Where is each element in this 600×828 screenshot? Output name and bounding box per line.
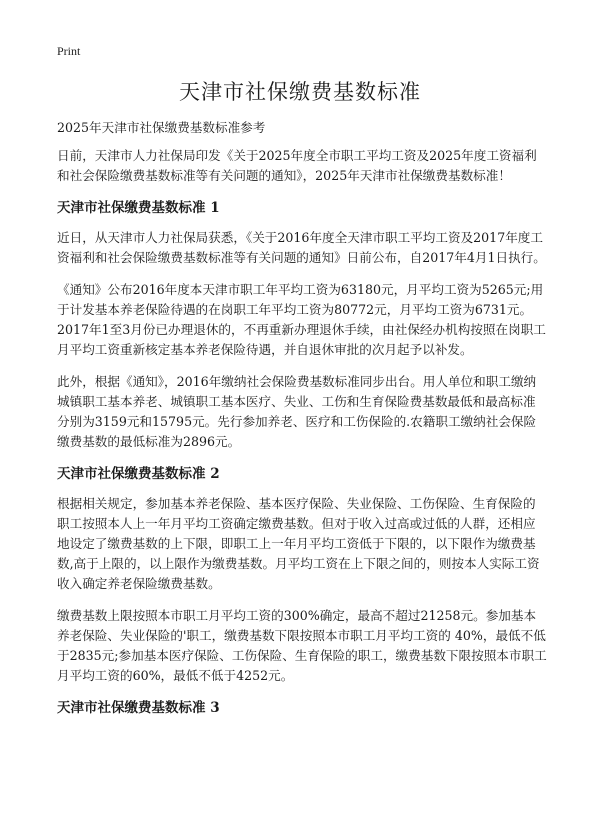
- article-subtitle: 2025年天津市社保缴费基数标准参考: [57, 120, 266, 135]
- page-title: 天津市社保缴费基数标准: [179, 80, 421, 104]
- section-heading-2: 天津市社保缴费基数标准 2: [57, 466, 220, 482]
- section-2-paragraph-1: 根据相关规定，参加基本养老保险、基本医疗保险、失业保险、工伤保险、生育保险的职工按照本人上一年月平均工资确定缴费基数。但对于收入过高或过低的人群，还相应地设定了缴费基数的上下限，即职工上一年月平均工资低于下限的，以下限作为缴费基数,高于上限的，以上限作为缴费基数。月平均工资在上下限之间的，则按本人实际工资收入确定养老保险缴费基数。: [57, 496, 540, 591]
- article-body: [57, 118, 547, 728]
- print-link[interactable]: Print: [57, 44, 81, 58]
- section-1-paragraph-1: 近日，从天津市人力社保局获悉，《关于2016年度全天津市职工平均工资及2017年度工资福利和社会保险缴费基数标准等有关问题的通知》日前公布，自2017年4月1日执行。: [57, 230, 546, 265]
- section-1-paragraph-2: 《通知》公布2016年度本天津市职工年平均工资为63180元，月平均工资为5265元;用于计发基本养老保险待遇的在岗职工年平均工资为80772元，月平均工资为6731元。2017年1至3月份已办理退休的，不再重新办理退休手续，由社保经办机构按照在岗职工月平均工资重新核定基本养老保险待遇，并自退休审批的次月起予以补发。: [57, 282, 546, 357]
- section-heading-1: 天津市社保缴费基数标准 1: [57, 200, 220, 216]
- section-1-paragraph-3: 此外，根据《通知》，2016年缴纳社会保险费基数标准同步出台。用人单位和职工缴纳城镇职工基本养老、城镇职工基本医疗、失业、工伤和生育保险费基数最低和最高标准分别为3159元和15795元。先行参加养老、医疗和工伤保险的.农籍职工缴纳社会保险缴费基数的最低标准为2896元。: [57, 374, 537, 449]
- section-2-paragraph-2: 缴费基数上限按照本市职工月平均工资的300%确定，最高不超过21258元。参加基本养老保险、失业保险的'职工，缴费基数下限按照本市职工月平均工资的 40%，最低不低于2835元;参加基本医疗保险、工伤保险、生育保险的职工，缴费基数下限按照本市职工月平均工资的60%，最低不低于4252元。: [57, 608, 547, 683]
- section-heading-3: 天津市社保缴费基数标准 3: [57, 700, 220, 716]
- intro-paragraph: 日前，天津市人力社保局印发《关于2025年度全市职工平均工资及2025年度工资福利和社会保险缴费基数标准等有关问题的通知》，2025年天津市社保缴费基数标准！: [57, 148, 537, 183]
